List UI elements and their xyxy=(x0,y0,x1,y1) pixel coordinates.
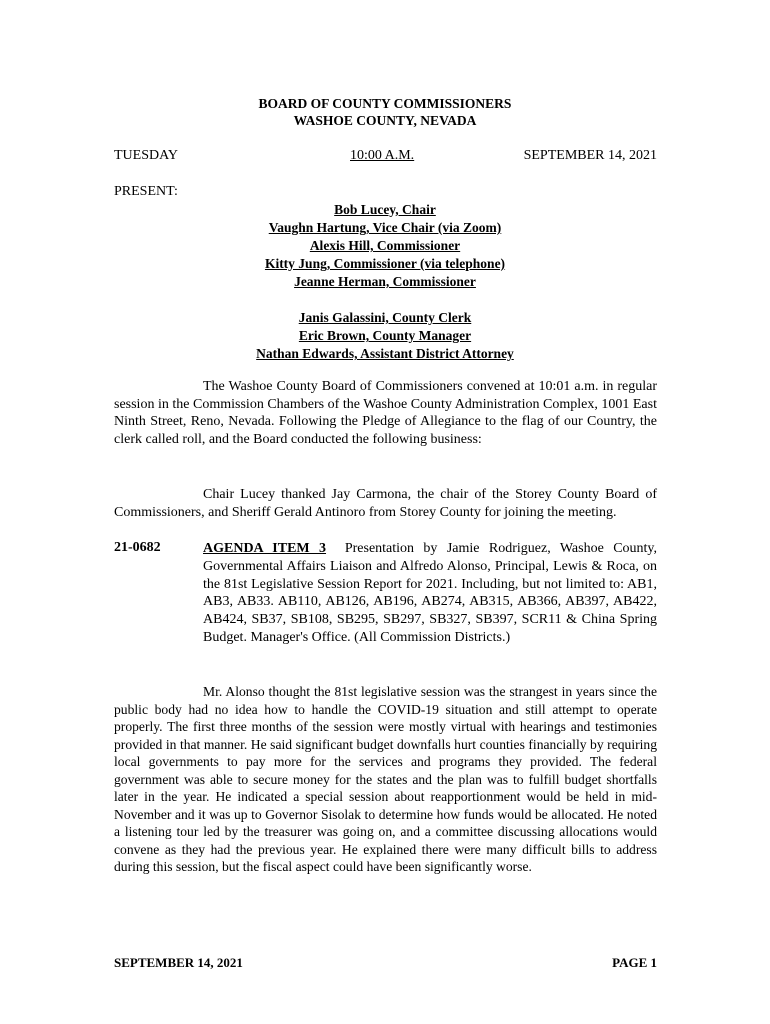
staff-name: Nathan Edwards, Assistant District Attorney xyxy=(256,346,514,361)
thanks-paragraph-text: Chair Lucey thanked Jay Carmona, the chair of the Storey County Board of Commissioners, and Sheriff Gerald Antinoro from Storey County for joining the meeting. xyxy=(114,487,657,520)
agenda-item-description xyxy=(203,540,657,647)
agenda-item-number: 21-0682 xyxy=(114,540,161,555)
document-title-line1: BOARD OF COUNTY COMMISSIONERS xyxy=(258,96,512,111)
commissioners-list xyxy=(0,201,770,291)
staff-list xyxy=(0,309,770,363)
meeting-dateline xyxy=(114,148,657,166)
staff-name: Janis Galassini, County Clerk xyxy=(298,310,472,325)
meeting-time: 10:00 A.M. xyxy=(350,148,415,163)
meeting-date: SEPTEMBER 14, 2021 xyxy=(523,148,657,163)
alonso-paragraph-text: Mr. Alonso thought the 81st legislative session was the strangest in years since the public body had no idea how to handle the COVID-19 situation and still attempt to operate properly. The first three months of the session were mostly virtual with hearings and testimonies provided in that manner. He said significant budget downfalls hurt counties financially by requiring local governments to pay more for the services and programs they provided. The federal government was able to secure money for the states and the plan was to fulfill budget shortfalls later in the year. He indicated a special session about reapportionment would be held in mid-November and it was up to Governor Sisolak to determine how funds would be allocated. He noted a listening tour led by the treasurer was going on, and a committee discussing allocations would convene as they had the previous year. He explained there were many difficult bills to address during this session, but the fiscal aspect could have been significantly worse. xyxy=(114,684,657,874)
thanks-paragraph xyxy=(114,486,657,521)
page-footer xyxy=(114,955,657,973)
opening-paragraph-text: The Washoe County Board of Commissioners convened at 10:01 a.m. in regular session in the Commission Chambers of the Washoe County Administration Complex, 1001 East Ninth Street, Reno, Nevada. Following the Pledge of Allegiance to the flag of our Country, the clerk called roll, and the Board conducted the following business: xyxy=(114,379,657,447)
attendee-name: Kitty Jung, Commissioner (via telephone) xyxy=(264,256,506,271)
attendee-name: Alexis Hill, Commissioner xyxy=(309,238,461,253)
meeting-day: TUESDAY xyxy=(114,148,179,163)
attendee-name: Vaughn Hartung, Vice Chair (via Zoom) xyxy=(268,220,502,235)
attendee-name: Bob Lucey, Chair xyxy=(334,202,436,217)
present-label: PRESENT: xyxy=(114,184,178,199)
document-title-line2: WASHOE COUNTY, NEVADA xyxy=(293,113,477,128)
footer-date: SEPTEMBER 14, 2021 xyxy=(114,955,243,970)
alonso-paragraph xyxy=(114,683,657,876)
agenda-item-text: Presentation by Jamie Rodriguez, Washoe County, Governmental Affairs Liaison and Alfredo Alonso, Principal, Lewis & Roca, on the 81st Legislative Session Report for 2021. Including, but not limited to: AB1, AB3, AB33. AB110, AB126, AB196, AB274, AB315, AB366, AB397, AB422, AB424, SB37, SB108, SB295, SB297, SB327, SB397, SCR11 & China Spring Budget. Manager's Office. (All Commission Districts.) xyxy=(203,541,658,645)
footer-page-number: PAGE 1 xyxy=(612,955,657,970)
staff-name: Eric Brown, County Manager xyxy=(298,328,472,343)
attendee-name: Jeanne Herman, Commissioner xyxy=(294,274,476,289)
opening-paragraph xyxy=(114,378,657,448)
agenda-item-label: AGENDA ITEM 3 xyxy=(203,541,327,556)
